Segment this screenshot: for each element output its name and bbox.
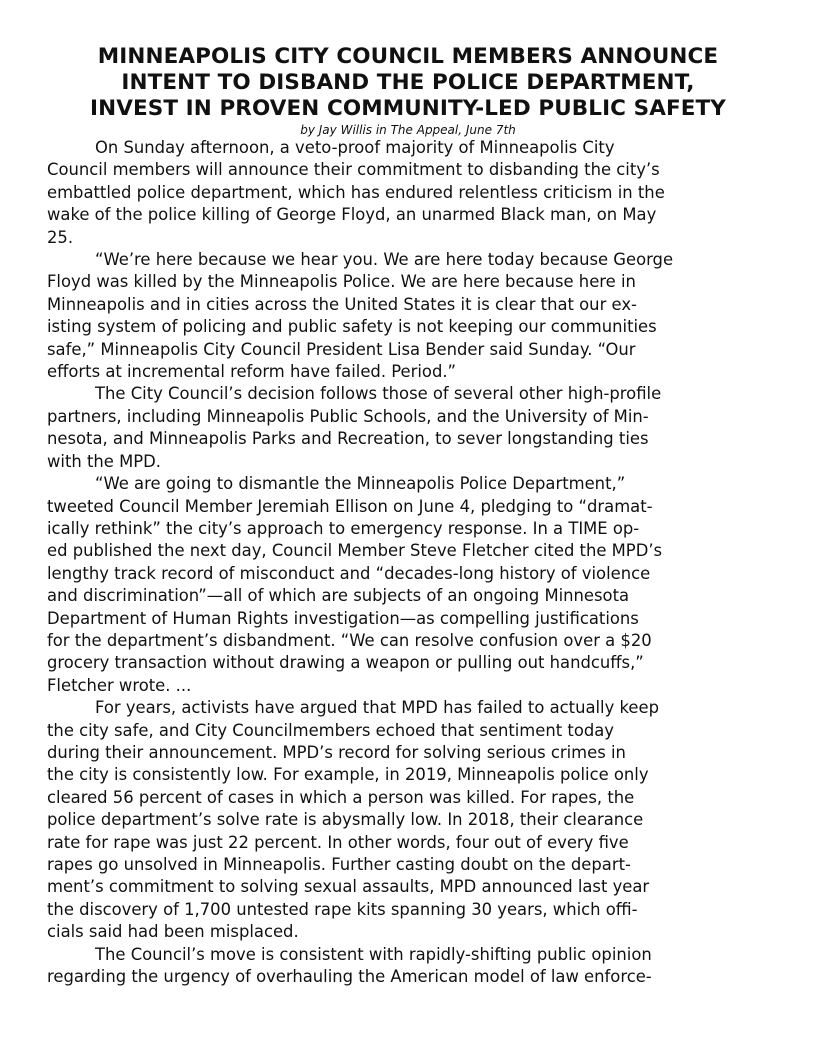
article-page [47, 44, 769, 988]
paragraph-line: the discovery of 1,700 untested rape kits spanning 30 years, which offi- [47, 899, 638, 919]
paragraph-line: embattled police department, which has endured relentless criticism in the [47, 182, 665, 202]
paragraph-line: police department’s solve rate is abysmally low. In 2018, their clearance [47, 810, 644, 830]
paragraph-line: rate for rape was just 22 percent. In other words, four out of every five [47, 832, 629, 852]
paragraph-line: “We’re here because we hear you. We are here today because George [95, 250, 674, 270]
article-paragraph [47, 249, 769, 383]
paragraph-line: cleared 56 percent of cases in which a person was killed. For rapes, the [47, 787, 635, 807]
article-headline [47, 44, 769, 122]
paragraph-line: rapes go unsolved in Minneapolis. Further casting doubt on the depart- [47, 855, 631, 874]
paragraph-line: with the MPD. [47, 451, 161, 471]
paragraph-line: ically rethink” the city’s approach to emergency response. In a TIME op- [47, 518, 640, 538]
paragraph-line: cials said had been misplaced. [47, 922, 299, 942]
article-byline: by Jay Willis in The Appeal, June 7th [300, 123, 516, 137]
paragraph-line: and discrimination”—all of which are subjects of an ongoing Minnesota [47, 586, 630, 606]
paragraph-line: Floyd was killed by the Minneapolis Police. We are here because here in [47, 272, 636, 292]
paragraph-line: ment’s commitment to solving sexual assaults, MPD announced last year [47, 877, 650, 897]
headline-line: INTENT TO DISBAND THE POLICE DEPARTMENT, [121, 70, 695, 95]
paragraph-line: the city is consistently low. For example, in 2019, Minneapolis police only [47, 765, 649, 785]
paragraph-line: Minneapolis and in cities across the United States it is clear that our ex- [47, 294, 637, 314]
article-paragraph [47, 473, 769, 697]
paragraph-line: regarding the urgency of overhauling the American model of law enforce- [47, 967, 652, 987]
paragraph-line: efforts at incremental reform have failed. Period.” [47, 362, 457, 382]
paragraph-line: tweeted Council Member Jeremiah Ellison on June 4, pledging to “dramat- [47, 496, 653, 516]
article-paragraph [47, 137, 769, 249]
paragraph-line: wake of the police killing of George Floyd, an unarmed Black man, on May [47, 205, 657, 225]
paragraph-line: for the department’s disbandment. “We can resolve confusion over a $20 [47, 630, 652, 650]
paragraph-line: Council members will announce their commitment to disbanding the city’s [47, 160, 660, 180]
paragraph-line: Fletcher wrote. ... [47, 675, 192, 695]
paragraph-line: partners, including Minneapolis Public Schools, and the University of Min- [47, 406, 649, 426]
paragraph-line: the city safe, and City Councilmembers echoed that sentiment today [47, 720, 614, 740]
paragraph-line: during their announcement. MPD’s record for solving serious crimes in [47, 742, 626, 762]
paragraph-line: 25. [47, 227, 74, 247]
paragraph-line: On Sunday afternoon, a veto-proof majority of Minneapolis City [95, 138, 615, 157]
headline-line: MINNEAPOLIS CITY COUNCIL MEMBERS ANNOUNCE [97, 44, 719, 69]
article-paragraph [47, 697, 769, 943]
paragraph-line: nesota, and Minneapolis Parks and Recreation, to sever longstanding ties [47, 429, 649, 449]
paragraph-line: lengthy track record of misconduct and “decades-long history of violence [47, 563, 651, 583]
paragraph-line: For years, activists have argued that MPD has failed to actually keep [95, 698, 659, 718]
paragraph-line: safe,” Minneapolis City Council President Lisa Bender said Sunday. “Our [47, 339, 636, 359]
article-paragraph [47, 944, 769, 989]
paragraph-line: Department of Human Rights investigation—as compelling justifications [47, 608, 639, 628]
paragraph-line: The City Council’s decision follows those of several other high-profile [95, 384, 662, 404]
article-body [47, 137, 769, 988]
paragraph-line: grocery transaction without drawing a weapon or pulling out handcuffs,” [47, 653, 644, 673]
paragraph-line: The Council’s move is consistent with rapidly-shifting public opinion [95, 944, 652, 964]
paragraph-line: isting system of policing and public safety is not keeping our communities [47, 317, 657, 337]
article-paragraph [47, 383, 769, 473]
paragraph-line: ed published the next day, Council Member Steve Fletcher cited the MPD’s [47, 541, 663, 561]
paragraph-line: “We are going to dismantle the Minneapolis Police Department,” [95, 474, 626, 494]
headline-line: INVEST IN PROVEN COMMUNITY-LED PUBLIC SAFETY [90, 96, 726, 121]
